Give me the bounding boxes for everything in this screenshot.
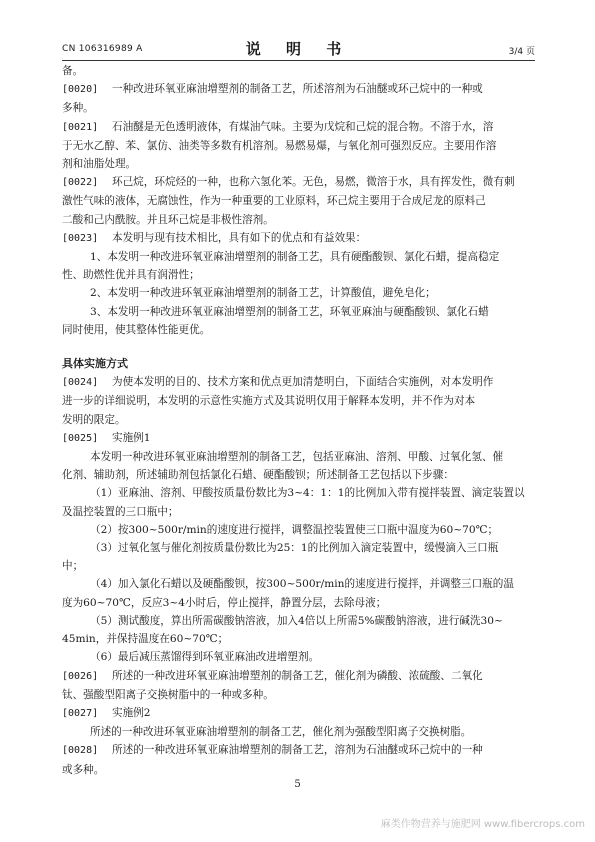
text-line — [62, 429, 535, 448]
line-text: 性、助燃性优并具有润滑性； — [62, 269, 200, 282]
paragraph-number: [0025] — [62, 432, 99, 444]
line-text: 2、本发明一种改进环氧亚麻油增塑剂的制备工艺，计算酸值，避免皂化； — [90, 287, 436, 300]
line-text: （2）按300~500r/min的速度进行搅拌，调整温控装置使三口瓶中温度为60~70℃； — [90, 523, 499, 536]
text-line — [62, 173, 535, 192]
line-text: 石油醚是无色透明液体，有煤油气味。主要为戊烷和己烷的混合物。不溶于水，溶 — [112, 120, 494, 133]
text-line — [62, 192, 535, 210]
line-text: 本发明一种改进环氧亚麻油增塑剂的制备工艺，包括亚麻油、溶剂、甲酸、过氧化氢、催 — [90, 451, 504, 464]
line-text: 剂和油脂处理。 — [62, 158, 137, 171]
text-line — [62, 761, 535, 779]
text-line — [62, 575, 535, 593]
text-line — [62, 411, 535, 429]
line-text: 激性气味的液体，无腐蚀性，作为一种重要的工业原料，环己烷主要用于合成尼龙的原料己 — [62, 195, 486, 208]
line-text: 中； — [62, 560, 84, 573]
paragraph-number: [0027] — [62, 707, 99, 719]
line-text: 化剂、辅助剂，所述辅助剂包括氯化石蜡、硬酯酸钡；所述制备工艺包括以下步骤： — [62, 469, 454, 482]
text-line — [62, 612, 535, 630]
line-text: 所述的一种改进环氧亚麻油增塑剂的制备工艺，催化剂为强酸型阳离子交换树脂。 — [90, 726, 472, 739]
text-line — [62, 484, 535, 502]
page-header — [62, 38, 535, 61]
publication-number: CN 106316989 A — [62, 44, 143, 54]
text-line — [62, 648, 535, 666]
text-line — [62, 155, 535, 173]
text-line — [62, 266, 535, 284]
text-line — [62, 630, 535, 648]
text-line — [62, 704, 535, 723]
page-indicator: 3/4 页 — [508, 47, 535, 57]
text-line — [62, 99, 535, 117]
line-text: 进一步的详细说明，本发明的示意性实施方式及其说明仅用于解释本发明，并不作为对本 — [62, 395, 476, 408]
paragraph-number: [0024] — [62, 377, 99, 389]
text-line — [62, 667, 535, 686]
text-line — [62, 594, 535, 612]
text-line — [62, 229, 535, 248]
text-line — [62, 80, 535, 99]
text-line — [62, 303, 535, 321]
paragraph-number: [0026] — [62, 670, 99, 682]
line-text: 一种改进环氧亚麻油增塑剂的制备工艺，所述溶剂为石油醚或环己烷中的一种或 — [112, 83, 483, 96]
line-text: 二酸和己内酰胺。并且环己烷是非极性溶剂。 — [62, 213, 274, 226]
text-line — [62, 539, 535, 557]
line-text: 所述的一种改进环氧亚麻油增塑剂的制备工艺，催化剂为磷酸、浓硫酸、二氧化 — [112, 669, 483, 682]
line-text: 3、本发明一种改进环氧亚麻油增塑剂的制备工艺，环氧亚麻油与硬酯酸钡、氯化石蜡 — [90, 305, 489, 318]
line-text: 备。 — [62, 65, 84, 77]
line-text: （3）过氧化氢与催化剂按质量份数比为25：1的比例加入滴定装置中，缓慢滴入三口瓶 — [90, 542, 499, 555]
line-text: （5）测试酸度，算出所需碳酸钠溶液，加入4倍以上所需5%碳酸钠溶液，进行碱洗30~ — [90, 614, 503, 627]
text-line — [62, 118, 535, 137]
text-line — [62, 448, 535, 466]
paragraph-number: [0023] — [62, 232, 99, 244]
line-text: 及温控装置的三口瓶中； — [62, 505, 179, 518]
page-number: 5 — [294, 779, 301, 790]
text-line — [62, 137, 535, 155]
line-text: （1）亚麻油、溶剂、甲酸按质量份数比为3~4：1：1的比例加入带有搅拌装置、滴定装置以 — [90, 487, 525, 500]
paragraph-number: [0020] — [62, 84, 99, 96]
text-line — [62, 521, 535, 539]
line-text: 发明的限定。 — [62, 413, 126, 426]
line-text: 或多种。 — [62, 763, 105, 776]
watermark: 麻类作物营养与施肥网 www.fibercrops.com — [380, 819, 585, 830]
text-line — [62, 741, 535, 760]
line-text: 实施例1 — [112, 431, 151, 444]
text-line — [62, 466, 535, 484]
text-line — [62, 373, 535, 392]
paragraph-block-1 — [62, 62, 535, 339]
document-title: 说 明 书 — [245, 40, 352, 58]
line-text: 钛、强酸型阳离子交换树脂中的一种或多种。 — [62, 688, 274, 701]
line-text: 同时使用，使其整体性能更优。 — [62, 323, 211, 336]
text-line — [62, 392, 535, 410]
paragraph-number: [0022] — [62, 177, 99, 189]
line-text: 所述的一种改进环氧亚麻油增塑剂的制备工艺，溶剂为石油醚或环己烷中的一种 — [112, 744, 483, 757]
line-text: 实施例2 — [112, 706, 151, 719]
line-text: 于无水乙醇、苯、氯仿、油类等多数有机溶剂。易燃易爆，与氧化剂可强烈反应。主要用作溶 — [62, 139, 497, 152]
line-text: 度为60~70℃，反应3~4小时后，停止搅拌，静置分层，去除母液； — [62, 596, 387, 609]
text-line — [62, 211, 535, 229]
text-line — [62, 686, 535, 704]
line-text: 为使本发明的目的、技术方案和优点更加清楚明白，下面结合实施例，对本发明作 — [112, 376, 494, 389]
text-line — [62, 723, 535, 741]
line-text: 本发明与现有技术相比，具有如下的优点和有益效果： — [112, 231, 367, 244]
line-text: 45min，并保持温度在60~70℃； — [62, 633, 229, 646]
document-body — [62, 62, 535, 779]
paragraph-block-2 — [62, 373, 535, 778]
section-title: 具体实施方式 — [62, 357, 128, 371]
line-text: 环己烷，环烷烃的一种，也称六氢化苯。无色，易燃，微溶于水，具有挥发性，微有刺 — [112, 176, 515, 189]
line-text: （6）最后减压蒸馏得到环氧亚麻油改进增塑剂。 — [90, 651, 320, 664]
text-line — [62, 284, 535, 302]
paragraph-number: [0028] — [62, 745, 99, 757]
paragraph-number: [0021] — [62, 121, 99, 133]
text-line — [62, 321, 535, 339]
line-text: 多种。 — [62, 102, 94, 115]
text-line — [62, 248, 535, 266]
text-line — [62, 62, 535, 80]
text-line — [62, 557, 535, 575]
text-line — [62, 503, 535, 521]
line-text: 1、本发明一种改进环氧亚麻油增塑剂的制备工艺，具有硬酯酸钡、氯化石蜡，提高稳定 — [90, 251, 500, 264]
line-text: （4）加入氯化石蜡以及硬酯酸钡，按300~500r/min的速度进行搅拌，并调整三口瓶的温 — [90, 578, 514, 591]
